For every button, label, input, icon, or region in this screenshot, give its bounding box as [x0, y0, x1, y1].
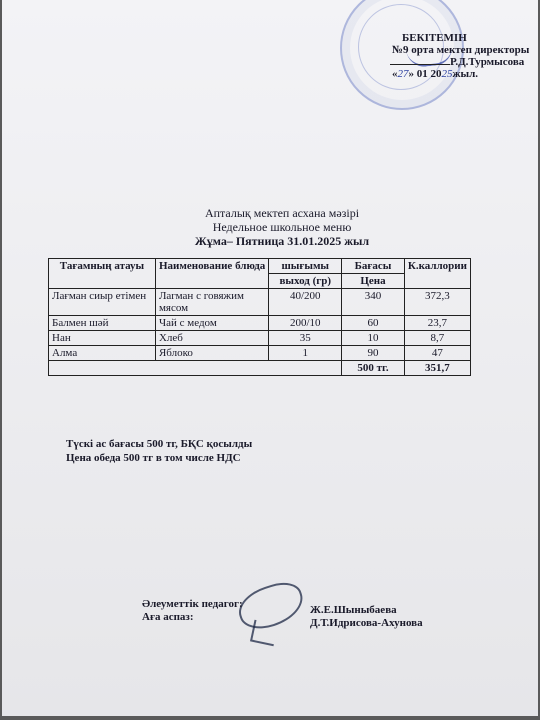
table-header-row [49, 259, 471, 274]
cell-dish-ru: Хлеб [155, 331, 268, 346]
menu-document [2, 0, 538, 716]
total-kcal: 351,7 [404, 361, 470, 376]
cell-yield: 35 [269, 331, 342, 346]
name-social-pedagogue: Ж.Е.Шыныбаева [310, 604, 397, 616]
cell-kcal: 23,7 [404, 316, 470, 331]
approval-title: БЕКІТЕМІН [402, 32, 467, 44]
cell-kcal: 8,7 [404, 331, 470, 346]
name-head-cook: Д.Т.Идрисова-Ахунова [310, 617, 423, 629]
date-suffix: жыл. [452, 68, 478, 80]
cell-yield: 200/10 [269, 316, 342, 331]
cell-dish-kz: Алма [49, 346, 156, 361]
cell-price: 10 [342, 331, 405, 346]
note-price-kz: Түскі ас бағасы 500 тг, БҚС қосылды [66, 438, 253, 450]
date-middle: » 01 20 [408, 68, 442, 80]
date-open-quote: « [392, 68, 398, 80]
total-empty-cell [49, 361, 342, 376]
heading-kz: Апталық мектеп асхана мәзірі [204, 206, 360, 220]
note-price-ru: Цена обеда 500 тг в том числе НДС [66, 452, 241, 464]
table-row [49, 346, 471, 361]
cell-dish-kz: Балмен шәй [49, 316, 156, 331]
cell-price: 340 [342, 289, 405, 316]
cell-yield: 40/200 [269, 289, 342, 316]
table-row [49, 331, 471, 346]
role-social-pedagogue: Әлеуметтік педагог: [142, 598, 243, 610]
cell-price: 90 [342, 346, 405, 361]
header-dish-kz: Тағамның атауы [49, 259, 156, 289]
table-row [49, 289, 471, 316]
approval-date [392, 68, 478, 80]
table-total-row [49, 361, 471, 376]
header-kcal: К.каллории [404, 259, 470, 289]
cell-dish-ru: Чай с медом [155, 316, 268, 331]
header-dish-ru: Наименование блюда [155, 259, 268, 289]
total-price: 500 тг. [342, 361, 405, 376]
cell-dish-ru: Лагман с говяжим мясом [155, 289, 268, 316]
header-price-ru: Цена [342, 274, 405, 289]
header-yield-kz: шығымы [269, 259, 342, 274]
cell-kcal: 372,3 [404, 289, 470, 316]
heading-date: Жұма– Пятница 31.01.2025 жыл [194, 234, 370, 248]
cell-price: 60 [342, 316, 405, 331]
role-head-cook: Аға аспаз: [142, 611, 194, 623]
heading-ru: Недельное школьное меню [212, 220, 352, 234]
date-day: 27 [397, 68, 409, 80]
cell-yield: 1 [269, 346, 342, 361]
cell-dish-kz: Лағман сиыр етімен [49, 289, 156, 316]
cell-dish-kz: Нан [49, 331, 156, 346]
header-price-kz: Бағасы [342, 259, 405, 274]
menu-table [48, 258, 471, 376]
header-yield-ru: выход (гр) [269, 274, 342, 289]
cell-dish-ru: Яблоко [155, 346, 268, 361]
director-name: Р.Д.Турмысова [450, 56, 525, 68]
signature-blank [390, 64, 450, 65]
approval-position: №9 орта мектеп директоры [392, 44, 530, 56]
table-row [49, 316, 471, 331]
handwritten-signature-2 [250, 620, 278, 647]
date-year: 25 [441, 68, 453, 80]
approval-name-line [390, 56, 524, 68]
cell-kcal: 47 [404, 346, 470, 361]
